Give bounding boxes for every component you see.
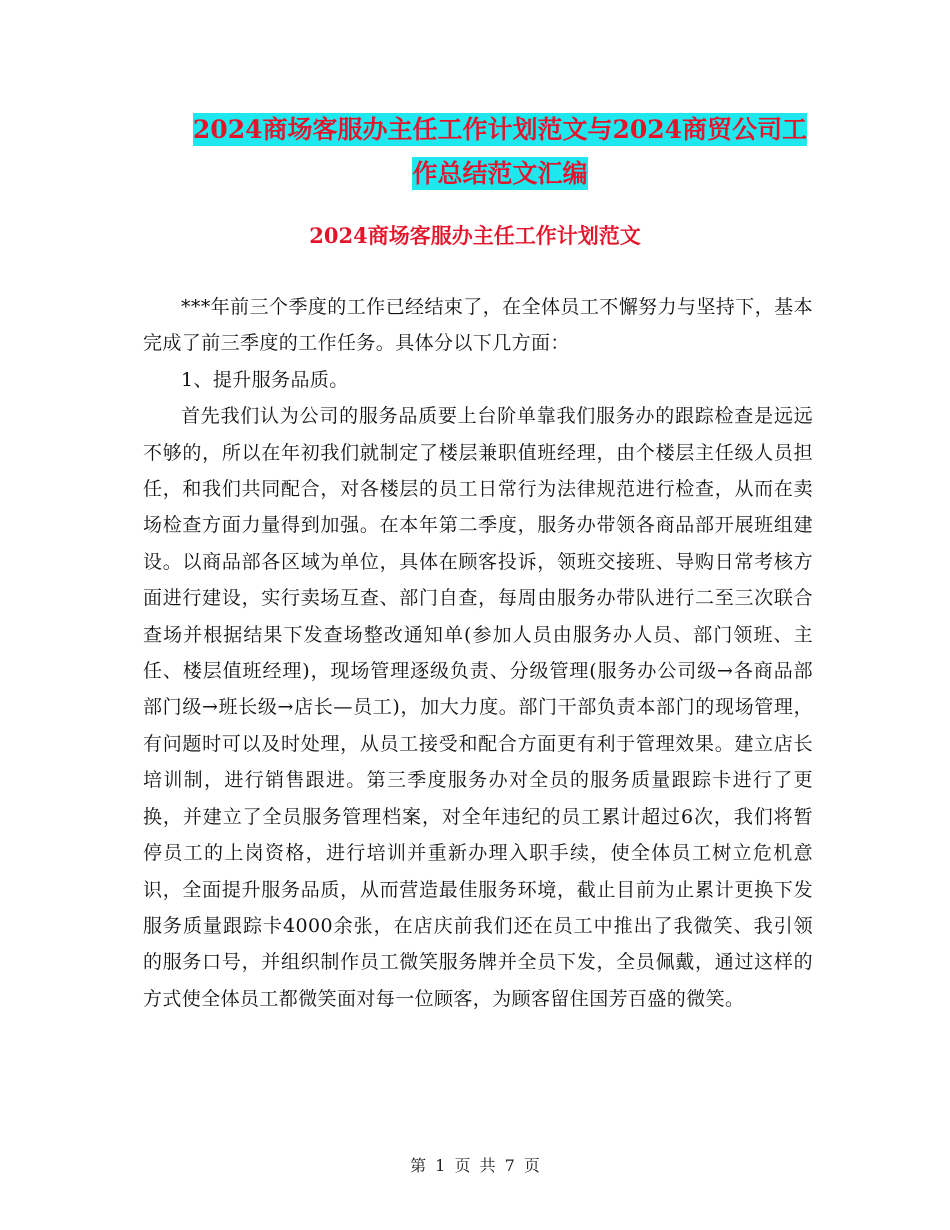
- body-text: [143, 289, 813, 1017]
- paragraph-service-quality: 首先我们认为公司的服务品质要上台阶单靠我们服务办的跟踪检查是远远不够的，所以在年初我们就制定了楼层兼职值班经理，由个楼层主任级人员担任，和我们共同配合，对各楼层的员工日常行为法律规范进行检查，从而在卖场检查方面力量得到加强。在本年第二季度，服务办带领各商品部开展班组建设。以商品部各区域为单位，具体在顾客投诉，领班交接班、导购日常考核方面进行建设，实行卖场互查、部门自查，每周由服务办带队进行二至三次联合查场并根据结果下发查场整改通知单(参加人员由服务办人员、部门领班、主任、楼层值班经理)，现场管理逐级负责、分级管理(服务办公司级→各商品部部门级→班长级→店长—员工)，加大力度。部门干部负责本部门的现场管理，有问题时可以及时处理，从员工接受和配合方面更有利于管理效果。建立店长培训制，进行销售跟进。第三季度服务办对全员的服务质量跟踪卡进行了更换，并建立了全员服务管理档案，对全年违纪的员工累计超过6次，我们将暂停员工的上岗资格，进行培训并重新办理入职手续，使全体员工树立危机意识，全面提升服务品质，从而营造最佳服务环境，截止目前为止累计更换下发服务质量跟踪卡4000余张，在店庆前我们还在员工中推出了我微笑、我引领的服务口号，并组织制作员工微笑服务牌并全员下发，全员佩戴，通过这样的方式使全体员工都微笑面对每一位顾客，为顾客留住国芳百盛的微笑。: [143, 405, 813, 1010]
- document-title-text-1: 2024商场客服办主任工作计划范文与2024商贸公司工: [192, 115, 808, 144]
- document-title-line-2: [100, 153, 900, 195]
- page-footer: 第 1 页 共 7 页: [410, 1156, 540, 1175]
- document-title-line-1: [100, 109, 900, 151]
- section-title: 2024商场客服办主任工作计划范文: [309, 223, 641, 248]
- document-title-text-2: 作总结范文汇编: [412, 159, 588, 188]
- paragraph-heading-1: 1、提升服务品质。: [181, 368, 349, 391]
- paragraph-intro: ***年前三个季度的工作已经结束了，在全体员工不懈努力与坚持下，基本完成了前三季度的工作任务。具体分以下几方面：: [143, 296, 813, 355]
